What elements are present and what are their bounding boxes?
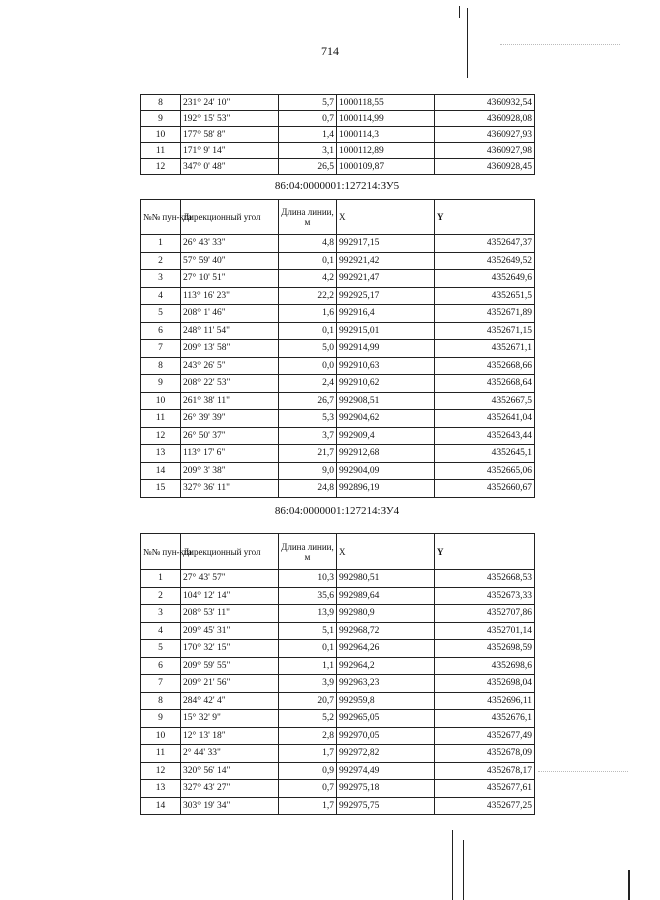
line-length-cell: 26,5 [279,159,337,175]
direction-angle-cell: 192° 15' 53" [181,111,279,127]
point-number-cell: 9 [141,375,181,393]
y-coordinate-cell: 4352677,25 [435,797,535,815]
direction-angle-cell: 209° 13' 58" [181,340,279,358]
table-row [141,727,535,745]
line-length-cell: 13,9 [279,605,337,623]
table-row [141,622,535,640]
header-point-number: №№ пун-кта [141,534,181,570]
table-row [141,640,535,658]
table-row [141,95,535,111]
x-coordinate-cell: 992963,23 [337,675,435,693]
y-coordinate-cell: 4352677,49 [435,727,535,745]
direction-angle-cell: 248° 11' 54" [181,322,279,340]
x-coordinate-cell: 992909,4 [337,427,435,445]
line-length-cell: 9,0 [279,462,337,480]
line-length-cell: 0,1 [279,322,337,340]
point-number-cell: 4 [141,287,181,305]
point-number-cell: 15 [141,480,181,498]
line-length-cell: 4,8 [279,235,337,253]
point-number-cell: 8 [141,357,181,375]
x-coordinate-cell: 992916,4 [337,305,435,323]
x-coordinate-cell: 992980,9 [337,605,435,623]
scan-edge-line [459,6,460,18]
point-number-cell: 7 [141,340,181,358]
y-coordinate-cell: 4352698,59 [435,640,535,658]
coordinates-table-continuation [140,94,535,175]
line-length-cell: 21,7 [279,445,337,463]
line-length-cell: 2,8 [279,727,337,745]
y-coordinate-cell: 4352707,86 [435,605,535,623]
y-coordinate-cell: 4352678,17 [435,762,535,780]
x-coordinate-cell: 992975,18 [337,780,435,798]
table-row [141,357,535,375]
point-number-cell: 9 [141,710,181,728]
direction-angle-cell: 170° 32' 15" [181,640,279,658]
x-coordinate-cell: 992980,51 [337,570,435,588]
line-length-cell: 4,2 [279,270,337,288]
table-row [141,675,535,693]
header-x: X [337,534,435,570]
table-row [141,605,535,623]
line-length-cell: 0,7 [279,111,337,127]
direction-angle-cell: 347° 0' 48" [181,159,279,175]
line-length-cell: 0,1 [279,640,337,658]
header-direction-angle: Дирекционный угол [181,200,279,235]
y-coordinate-cell: 4352651,5 [435,287,535,305]
y-coordinate-cell: 4352645,1 [435,445,535,463]
table-row [141,392,535,410]
table-row [141,710,535,728]
direction-angle-cell: 26° 39' 39" [181,410,279,428]
x-coordinate-cell: 992965,05 [337,710,435,728]
table-row [141,375,535,393]
y-coordinate-cell: 4352660,67 [435,480,535,498]
table-row [141,235,535,253]
point-number-cell: 2 [141,587,181,605]
table-row [141,159,535,175]
header-y: Y [435,534,535,570]
point-number-cell: 5 [141,640,181,658]
table-row [141,762,535,780]
direction-angle-cell: 208° 22' 53" [181,375,279,393]
y-coordinate-cell: 4352647,37 [435,235,535,253]
y-coordinate-cell: 4352667,5 [435,392,535,410]
table-row [141,111,535,127]
scan-noise [500,44,620,51]
point-number-cell: 9 [141,111,181,127]
y-coordinate-cell: 4352696,11 [435,692,535,710]
table-row [141,587,535,605]
table-row [141,480,535,498]
line-length-cell: 0,0 [279,357,337,375]
x-coordinate-cell: 992975,75 [337,797,435,815]
point-number-cell: 11 [141,410,181,428]
x-coordinate-cell: 992959,8 [337,692,435,710]
direction-angle-cell: 26° 50' 37" [181,427,279,445]
direction-angle-cell: 12° 13' 18" [181,727,279,745]
point-number-cell: 2 [141,252,181,270]
y-coordinate-cell: 4352677,61 [435,780,535,798]
direction-angle-cell: 327° 43' 27" [181,780,279,798]
direction-angle-cell: 231° 24' 10" [181,95,279,111]
table-row [141,462,535,480]
scan-noise [538,771,628,776]
line-length-cell: 0,7 [279,780,337,798]
scan-edge-line [628,870,630,900]
direction-angle-cell: 171° 9' 14" [181,143,279,159]
x-coordinate-cell: 992914,99 [337,340,435,358]
y-coordinate-cell: 4352649,6 [435,270,535,288]
table-row [141,427,535,445]
point-number-cell: 10 [141,392,181,410]
direction-angle-cell: 261° 38' 11" [181,392,279,410]
point-number-cell: 14 [141,797,181,815]
point-number-cell: 11 [141,143,181,159]
scan-edge-line [467,8,468,78]
x-coordinate-cell: 992904,09 [337,462,435,480]
direction-angle-cell: 113° 16' 23" [181,287,279,305]
table-row [141,445,535,463]
table-row [141,780,535,798]
table-row [141,252,535,270]
direction-angle-cell: 209° 21' 56" [181,675,279,693]
direction-angle-cell: 320° 56' 14" [181,762,279,780]
direction-angle-cell: 327° 36' 11" [181,480,279,498]
point-number-cell: 4 [141,622,181,640]
y-coordinate-cell: 4352671,15 [435,322,535,340]
direction-angle-cell: 27° 43' 57" [181,570,279,588]
table-row [141,745,535,763]
direction-angle-cell: 243° 26' 5" [181,357,279,375]
x-coordinate-cell: 992925,17 [337,287,435,305]
table-caption-zu4: 86:04:0000001:127214:ЗУ4 [274,505,400,517]
y-coordinate-cell: 4352701,14 [435,622,535,640]
header-direction-angle: Дирекционный угол [181,534,279,570]
line-length-cell: 3,7 [279,427,337,445]
line-length-cell: 5,2 [279,710,337,728]
direction-angle-cell: 209° 45' 31" [181,622,279,640]
y-coordinate-cell: 4352668,66 [435,357,535,375]
table-row [141,127,535,143]
point-number-cell: 7 [141,675,181,693]
coordinates-table-zu5 [140,199,535,498]
direction-angle-cell: 2° 44' 33" [181,745,279,763]
point-number-cell: 3 [141,605,181,623]
point-number-cell: 12 [141,427,181,445]
table-row [141,143,535,159]
x-coordinate-cell: 992968,72 [337,622,435,640]
direction-angle-cell: 208° 53' 11" [181,605,279,623]
y-coordinate-cell: 4360932,54 [435,95,535,111]
y-coordinate-cell: 4352649,52 [435,252,535,270]
point-number-cell: 10 [141,727,181,745]
point-number-cell: 11 [141,745,181,763]
x-coordinate-cell: 992910,63 [337,357,435,375]
x-coordinate-cell: 992910,62 [337,375,435,393]
y-coordinate-cell: 4352668,64 [435,375,535,393]
direction-angle-cell: 15° 32' 9" [181,710,279,728]
line-length-cell: 1,7 [279,745,337,763]
point-number-cell: 14 [141,462,181,480]
y-coordinate-cell: 4360928,08 [435,111,535,127]
y-coordinate-cell: 4352668,53 [435,570,535,588]
line-length-cell: 1,4 [279,127,337,143]
direction-angle-cell: 113° 17' 6" [181,445,279,463]
direction-angle-cell: 26° 43' 33" [181,235,279,253]
table-row [141,410,535,428]
point-number-cell: 8 [141,692,181,710]
line-length-cell: 24,8 [279,480,337,498]
point-number-cell: 12 [141,762,181,780]
line-length-cell: 2,4 [279,375,337,393]
x-coordinate-cell: 992964,2 [337,657,435,675]
x-coordinate-cell: 992921,42 [337,252,435,270]
y-coordinate-cell: 4352643,44 [435,427,535,445]
line-length-cell: 22,2 [279,287,337,305]
x-coordinate-cell: 992908,51 [337,392,435,410]
point-number-cell: 13 [141,445,181,463]
y-coordinate-cell: 4360928,45 [435,159,535,175]
x-coordinate-cell: 992970,05 [337,727,435,745]
point-number-cell: 10 [141,127,181,143]
point-number-cell: 1 [141,235,181,253]
x-coordinate-cell: 992904,62 [337,410,435,428]
x-coordinate-cell: 1000118,55 [337,95,435,111]
page-number: 714 [321,44,339,58]
table-row [141,657,535,675]
line-length-cell: 0,9 [279,762,337,780]
line-length-cell: 3,9 [279,675,337,693]
header-line-length: Длина линии, м [279,534,337,570]
line-length-cell: 20,7 [279,692,337,710]
line-length-cell: 5,1 [279,622,337,640]
table-row [141,287,535,305]
point-number-cell: 5 [141,305,181,323]
x-coordinate-cell: 992896,19 [337,480,435,498]
y-coordinate-cell: 4352671,1 [435,340,535,358]
y-coordinate-cell: 4352698,6 [435,657,535,675]
table-caption-zu5: 86:04:0000001:127214:ЗУ5 [274,180,400,192]
line-length-cell: 10,3 [279,570,337,588]
direction-angle-cell: 27° 10' 51" [181,270,279,288]
header-y: Y [435,200,535,235]
scan-edge-line [463,840,464,900]
x-coordinate-cell: 992964,26 [337,640,435,658]
x-coordinate-cell: 992974,49 [337,762,435,780]
x-coordinate-cell: 992917,15 [337,235,435,253]
y-coordinate-cell: 4352673,33 [435,587,535,605]
line-length-cell: 1,6 [279,305,337,323]
line-length-cell: 5,3 [279,410,337,428]
table-row [141,797,535,815]
x-coordinate-cell: 992915,01 [337,322,435,340]
direction-angle-cell: 177° 58' 8" [181,127,279,143]
direction-angle-cell: 104° 12' 14" [181,587,279,605]
table-row [141,270,535,288]
point-number-cell: 6 [141,322,181,340]
y-coordinate-cell: 4352676,1 [435,710,535,728]
line-length-cell: 5,7 [279,95,337,111]
table-row [141,322,535,340]
point-number-cell: 6 [141,657,181,675]
direction-angle-cell: 208° 1' 46" [181,305,279,323]
y-coordinate-cell: 4352678,09 [435,745,535,763]
x-coordinate-cell: 1000114,99 [337,111,435,127]
table-row [141,340,535,358]
point-number-cell: 8 [141,95,181,111]
y-coordinate-cell: 4360927,93 [435,127,535,143]
x-coordinate-cell: 992972,82 [337,745,435,763]
y-coordinate-cell: 4360927,98 [435,143,535,159]
x-coordinate-cell: 1000109,87 [337,159,435,175]
line-length-cell: 35,6 [279,587,337,605]
header-x: X [337,200,435,235]
y-coordinate-cell: 4352698,04 [435,675,535,693]
point-number-cell: 12 [141,159,181,175]
header-line-length: Длина линии, м [279,200,337,235]
line-length-cell: 5,0 [279,340,337,358]
header-point-number: №№ пун-кта [141,200,181,235]
coordinates-table-zu4 [140,533,535,815]
y-coordinate-cell: 4352671,89 [435,305,535,323]
direction-angle-cell: 303° 19' 34" [181,797,279,815]
x-coordinate-cell: 992912,68 [337,445,435,463]
y-coordinate-cell: 4352665,06 [435,462,535,480]
direction-angle-cell: 209° 59' 55" [181,657,279,675]
y-coordinate-cell: 4352641,04 [435,410,535,428]
line-length-cell: 3,1 [279,143,337,159]
x-coordinate-cell: 1000112,89 [337,143,435,159]
line-length-cell: 26,7 [279,392,337,410]
x-coordinate-cell: 1000114,3 [337,127,435,143]
table-row [141,692,535,710]
line-length-cell: 0,1 [279,252,337,270]
point-number-cell: 1 [141,570,181,588]
x-coordinate-cell: 992989,64 [337,587,435,605]
point-number-cell: 13 [141,780,181,798]
direction-angle-cell: 57° 59' 40" [181,252,279,270]
line-length-cell: 1,7 [279,797,337,815]
table-row [141,305,535,323]
line-length-cell: 1,1 [279,657,337,675]
table-row [141,570,535,588]
x-coordinate-cell: 992921,47 [337,270,435,288]
point-number-cell: 3 [141,270,181,288]
direction-angle-cell: 209° 3' 38" [181,462,279,480]
direction-angle-cell: 284° 42' 4" [181,692,279,710]
scan-edge-line [452,830,453,900]
